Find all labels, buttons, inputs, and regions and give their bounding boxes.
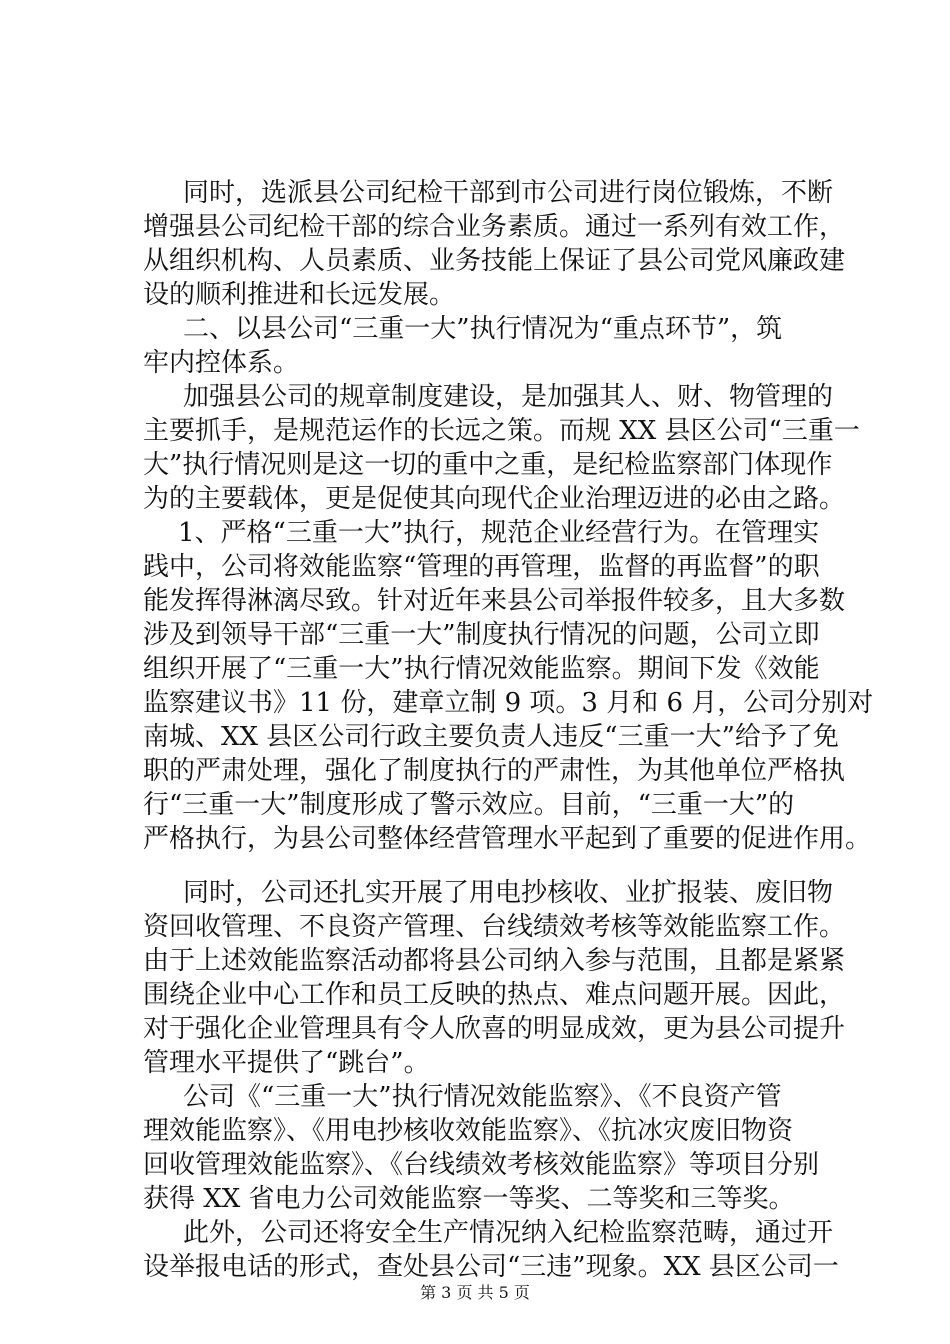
- paragraph-line: 同时，选派县公司纪检干部到市公司进行岗位锻炼，不断: [183, 178, 834, 208]
- paragraph-line: 获得 XX 省电力公司效能监察一等奖、二等奖和三等奖。: [143, 1184, 795, 1214]
- paragraph-line: 设举报电话的形式，查处县公司“三违”现象。XX 县区公司一: [143, 1252, 839, 1282]
- paragraph-line: 严格执行，为县公司整体经营管理水平起到了重要的促进作用。: [143, 824, 872, 854]
- paragraph-line: 行“三重一大”制度形成了警示效应。目前，“三重一大”的: [143, 790, 795, 820]
- paragraph-line: 回收管理效能监察》、《台线绩效考核效能监察》等项目分别: [143, 1150, 820, 1180]
- paragraph-line: 从组织机构、人员素质、业务技能上保证了县公司党风廉政建: [143, 246, 846, 276]
- paragraph-line: 加强县公司的规章制度建设，是加强其人、财、物管理的: [183, 382, 834, 412]
- paragraph-line: 理效能监察》、《用电抄核收效能监察》、《抗冰灾废旧物资: [143, 1116, 794, 1146]
- page-number-footer: 第 3 页 共 5 页: [420, 1283, 530, 1302]
- paragraph-line: 涉及到领导干部“三重一大”制度执行情况的问题，公司立即: [143, 620, 820, 650]
- paragraph-line: 主要抓手，是规范运作的长远之策。而规 XX 县区公司“三重一: [143, 416, 860, 446]
- paragraph-line: 由于上述效能监察活动都将县公司纳入参与范围，且都是紧紧: [143, 946, 846, 976]
- paragraph-line: 公司《“三重一大”执行情况效能监察》、《不良资产管: [183, 1082, 782, 1112]
- paragraph-line: 资回收管理、不良资产管理、台线绩效考核等效能监察工作。: [143, 912, 846, 942]
- section-heading-line: 二、以县公司“三重一大”执行情况为“重点环节”，筑: [183, 314, 783, 344]
- paragraph-line: 能发挥得淋漓尽致。针对近年来县公司举报件较多，且大多数: [143, 586, 846, 616]
- paragraph-line: 增强县公司纪检干部的综合业务素质。通过一系列有效工作，: [143, 212, 846, 242]
- paragraph-line: 组织开展了“三重一大”执行情况效能监察。期间下发《效能: [143, 654, 820, 684]
- paragraph-line: 此外，公司还将安全生产情况纳入纪检监察范畴，通过开: [183, 1218, 834, 1248]
- paragraph-line: 围绕企业中心工作和员工反映的热点、难点问题开展。因此，: [143, 980, 846, 1010]
- paragraph-line: 南城、XX 县区公司行政主要负责人违反“三重一大”给予了免: [143, 722, 839, 752]
- paragraph-line: 同时，公司还扎实开展了用电抄核收、业扩报装、废旧物: [183, 878, 834, 908]
- paragraph-line: 职的严肃处理，强化了制度执行的严肃性，为其他单位严格执: [143, 756, 846, 786]
- paragraph-line: 监察建议书》11 份，建章立制 9 项。3 月和 6 月，公司分别对: [143, 688, 874, 718]
- paragraph-line: 践中，公司将效能监察“管理的再管理，监督的再监督”的职: [143, 552, 820, 582]
- paragraph-line: 为的主要载体，更是促使其向现代企业治理迈进的必由之路。: [143, 484, 846, 514]
- paragraph-line: 管理水平提供了“跳台”。: [143, 1048, 430, 1078]
- paragraph-line: 设的顺利推进和长远发展。: [143, 280, 456, 310]
- paragraph-line: 大”执行情况则是这一切的重中之重，是纪检监察部门体现作: [143, 450, 833, 480]
- section-heading-line: 牢内控体系。: [143, 348, 300, 378]
- paragraph-line: 对于强化企业管理具有令人欣喜的明显成效，更为县公司提升: [143, 1014, 846, 1044]
- paragraph-line: 1、严格“三重一大”执行，规范企业经营行为。在管理实: [178, 518, 820, 548]
